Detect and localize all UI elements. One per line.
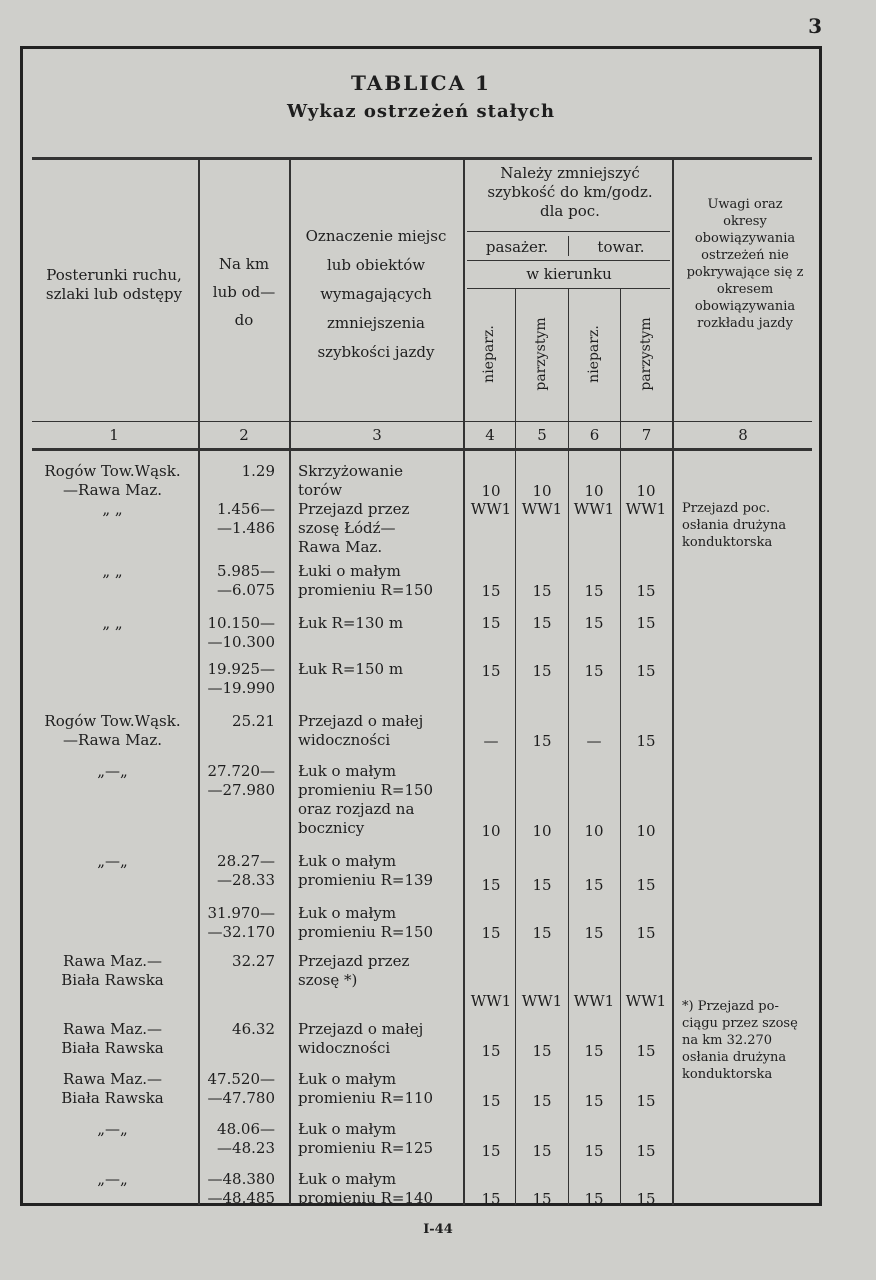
cell-speed: WW1 bbox=[470, 992, 512, 1010]
cell-oznaczenie: Łuk o małym promieniu R=140 bbox=[298, 1170, 434, 1207]
page-number: 3 bbox=[808, 14, 822, 38]
cell-posterunek: „ „ bbox=[102, 614, 123, 632]
cell-speed: — bbox=[586, 732, 602, 750]
cell-speed: 15 bbox=[481, 1190, 501, 1208]
page-footer: I-44 bbox=[423, 1222, 453, 1237]
col-number: 1 bbox=[109, 426, 119, 444]
cell-oznaczenie: Łuk R=150 m bbox=[298, 660, 404, 678]
cell-speed: 15 bbox=[532, 1092, 552, 1110]
cell-speed: 15 bbox=[532, 662, 552, 680]
cell-km: 1.456— —1.486 bbox=[217, 500, 275, 537]
cell-speed: 10 bbox=[636, 482, 656, 500]
col-number: 6 bbox=[589, 426, 600, 444]
header-col6: nieparz. bbox=[586, 325, 602, 383]
cell-speed: 15 bbox=[584, 1092, 604, 1110]
cell-oznaczenie: Przejazd o małej widoczności bbox=[298, 712, 424, 749]
cell-speed: 15 bbox=[584, 614, 604, 632]
cell-speed: 10 bbox=[584, 822, 604, 840]
cell-posterunek: „—„ bbox=[97, 1120, 128, 1138]
cell-speed: 15 bbox=[481, 876, 501, 894]
cell-oznaczenie: Łuki o małym promieniu R=150 bbox=[298, 562, 434, 599]
cell-speed: WW1 bbox=[625, 500, 667, 518]
cell-speed: 15 bbox=[636, 614, 656, 632]
cell-speed: 15 bbox=[584, 1042, 604, 1060]
cell-speed: 15 bbox=[532, 1190, 552, 1208]
cell-speed: 15 bbox=[481, 1092, 501, 1110]
col-divider-pasazer-towar bbox=[568, 236, 569, 256]
note-1: Przejazd poc. osłania drużyna konduktorska bbox=[682, 501, 787, 550]
cell-speed: 15 bbox=[481, 1142, 501, 1160]
cell-speed: WW1 bbox=[573, 992, 615, 1010]
cell-speed: 15 bbox=[584, 924, 604, 942]
cell-speed: 15 bbox=[481, 924, 501, 942]
cell-speed: 15 bbox=[532, 732, 552, 750]
cell-posterunek: Rawa Maz.— Biała Rawska bbox=[61, 1020, 164, 1057]
cell-speed: 10 bbox=[636, 822, 656, 840]
cell-posterunek: Rogów Tow.Wąsk. —Rawa Maz. bbox=[44, 712, 181, 749]
cell-speed: 15 bbox=[636, 1142, 656, 1160]
cell-speed: 15 bbox=[636, 1042, 656, 1060]
cell-speed: 15 bbox=[532, 876, 552, 894]
cell-speed: 15 bbox=[584, 582, 604, 600]
cell-speed: WW1 bbox=[521, 500, 563, 518]
note-2: *) Przejazd pociągu przez szosę na km 32.270 osłania drużyna konduktorska bbox=[682, 999, 798, 1082]
col-number: 5 bbox=[537, 426, 547, 444]
header-bottom-rule bbox=[32, 448, 812, 451]
header-speed-group: Należy zmniejszyć szybkość do km/godz. dla poc. bbox=[487, 164, 653, 220]
title-block bbox=[23, 71, 819, 122]
col-number: 3 bbox=[372, 426, 382, 444]
cell-km: 1.29 bbox=[241, 462, 275, 480]
cell-speed: 15 bbox=[584, 662, 604, 680]
header-col1: Posterunki ruchu, szlaki lub odstępy bbox=[45, 266, 183, 303]
table-title: TABLICA 1 bbox=[351, 71, 491, 95]
cell-km: 25.21 bbox=[232, 712, 275, 730]
table-subtitle: Wykaz ostrzeżeń stałych bbox=[286, 101, 556, 122]
cell-speed: 15 bbox=[481, 662, 501, 680]
cell-speed: 15 bbox=[636, 876, 656, 894]
header-top-rule bbox=[32, 157, 812, 160]
cell-speed: 15 bbox=[481, 582, 501, 600]
header-towar: towar. bbox=[597, 238, 645, 256]
cell-oznaczenie: Przejazd przez szosę Łódź— Rawa Maz. bbox=[298, 500, 410, 556]
cell-speed: 15 bbox=[532, 1142, 552, 1160]
cell-posterunek: „—„ bbox=[97, 762, 128, 780]
cell-speed: 15 bbox=[636, 732, 656, 750]
cell-speed: 15 bbox=[584, 1142, 604, 1160]
cell-oznaczenie: Łuk o małym promieniu R=139 bbox=[298, 852, 434, 889]
cell-km: 31.970— —32.170 bbox=[207, 904, 275, 941]
cell-km: 48.06— —48.23 bbox=[217, 1120, 275, 1157]
header-col5: parzystym bbox=[533, 317, 549, 391]
col-number: 2 bbox=[239, 426, 249, 444]
cell-speed: 15 bbox=[481, 614, 501, 632]
cell-speed: 15 bbox=[532, 924, 552, 942]
cell-speed: 15 bbox=[532, 1042, 552, 1060]
cell-speed: 10 bbox=[584, 482, 604, 500]
cell-speed: 10 bbox=[532, 482, 552, 500]
cell-oznaczenie: Skrzyżowanie torów bbox=[298, 462, 403, 499]
cell-speed: WW1 bbox=[470, 500, 512, 518]
cell-oznaczenie: Przejazd przez szosę *) bbox=[298, 952, 410, 989]
col-number: 4 bbox=[485, 426, 495, 444]
cell-speed: WW1 bbox=[521, 992, 563, 1010]
cell-oznaczenie: Przejazd o małej widoczności bbox=[298, 1020, 424, 1057]
colnum-top-rule bbox=[32, 421, 812, 422]
cell-posterunek: „—„ bbox=[97, 1170, 128, 1188]
cell-oznaczenie: Łuk R=130 m bbox=[298, 614, 404, 632]
speed-rule-1 bbox=[467, 231, 670, 232]
cell-oznaczenie: Łuk o małym promieniu R=150 bbox=[298, 904, 434, 941]
cell-posterunek: Rogów Tow.Wąsk. —Rawa Maz. bbox=[44, 462, 181, 499]
cell-speed: 10 bbox=[532, 822, 552, 840]
cell-posterunek: „ „ bbox=[102, 500, 123, 518]
header-col2: Na km lub od—do bbox=[212, 255, 276, 329]
cell-km: 5.985— —6.075 bbox=[217, 562, 275, 599]
cell-speed: 15 bbox=[532, 614, 552, 632]
cell-km: 46.32 bbox=[232, 1020, 275, 1038]
cell-speed: WW1 bbox=[573, 500, 615, 518]
cell-speed: WW1 bbox=[625, 992, 667, 1010]
header-col8: Uwagi oraz okresy obowiązywania ostrzeżeń nie pokrywające się z okresem obowiązywania rozkładu jazdy bbox=[686, 197, 804, 331]
cell-speed: 15 bbox=[636, 924, 656, 942]
cell-km: 47.520— —47.780 bbox=[207, 1070, 275, 1107]
cell-speed: 15 bbox=[584, 876, 604, 894]
header-col7: parzystym bbox=[638, 317, 654, 391]
cell-km: 32.27 bbox=[232, 952, 275, 970]
cell-speed: 15 bbox=[636, 662, 656, 680]
header-col4: nieparz. bbox=[481, 325, 497, 383]
header-pasazer: pasażer. bbox=[485, 238, 549, 256]
cell-km: 19.925— —19.990 bbox=[207, 660, 275, 697]
cell-speed: — bbox=[483, 732, 499, 750]
cell-speed: 15 bbox=[636, 582, 656, 600]
cell-posterunek: „—„ bbox=[97, 852, 128, 870]
cell-posterunek: „ „ bbox=[102, 562, 123, 580]
cell-km: 28.27— —28.33 bbox=[217, 852, 275, 889]
cell-oznaczenie: Łuk o małym promieniu R=110 bbox=[298, 1070, 434, 1107]
cell-km: —48.380 —48.485 bbox=[207, 1170, 275, 1207]
col-number: 7 bbox=[641, 426, 652, 444]
cell-km: 27.720— —27.980 bbox=[207, 762, 275, 799]
cell-speed: 15 bbox=[636, 1190, 656, 1208]
cell-posterunek: Rawa Maz.— Biała Rawska bbox=[61, 952, 164, 989]
speed-rule-2 bbox=[467, 260, 670, 261]
cell-speed: 15 bbox=[584, 1190, 604, 1208]
cell-speed: 15 bbox=[481, 1042, 501, 1060]
cell-speed: 10 bbox=[481, 482, 501, 500]
header-w-kierunku: w kierunku bbox=[526, 265, 612, 283]
col-number: 8 bbox=[738, 426, 748, 444]
col-divider-2 bbox=[289, 160, 291, 1205]
cell-km: 10.150— —10.300 bbox=[207, 614, 275, 651]
cell-speed: 15 bbox=[636, 1092, 656, 1110]
header-col3: Oznaczenie miejsc lub obiektów wymagających zmniejszenia szybkości jazdy bbox=[305, 227, 447, 361]
cell-oznaczenie: Łuk o małym promieniu R=125 bbox=[298, 1120, 434, 1157]
col-divider-7 bbox=[672, 160, 674, 1205]
cell-oznaczenie: Łuk o małym promieniu R=150 oraz rozjazd na bocznicy bbox=[298, 762, 434, 837]
cell-speed: 15 bbox=[532, 582, 552, 600]
cell-posterunek: Rawa Maz.— Biała Rawska bbox=[61, 1070, 164, 1107]
cell-speed: 10 bbox=[481, 822, 501, 840]
